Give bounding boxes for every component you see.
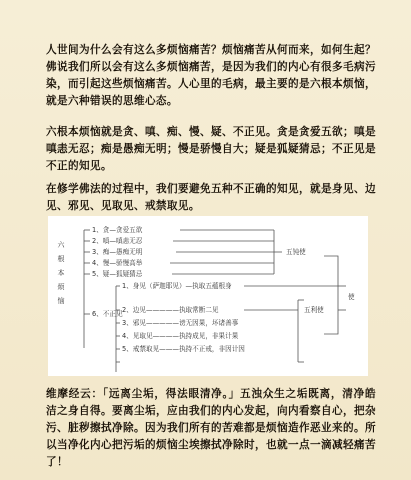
group-label-uses: 使 <box>348 293 355 301</box>
root-char: 本 <box>57 269 65 277</box>
wrong-view-extreme: 2、边见—————执取常断二见 <box>122 306 219 314</box>
affliction-item-doubt: 5、疑—狐疑猜忌 <box>92 270 143 278</box>
affliction-item-greed: 1、贪—贪爱五欲 <box>92 226 143 234</box>
paragraph-origin-of-suffering: 人世间为什么会有这么多烦恼痛苦？烦恼痛苦从何而来，如何生起？佛说我们所以会有这么多烦恼痛苦，是因为我们的内心有很多毛病污染，而引起这些烦恼痛苦。人心里的毛病，最主要的是六根本烦恼，就是六种错误的思维心态。 <box>46 44 376 107</box>
wrong-view-attachment: 4、见取见————执持成见，非果计果 <box>122 332 239 340</box>
affliction-item-ignorance: 3、痴—愚痴无明 <box>92 248 143 256</box>
affliction-item-anger: 2、嗔—嗔恚无忍 <box>92 237 143 245</box>
root-char: 六 <box>57 241 65 249</box>
root-char: 烦 <box>57 283 65 291</box>
paragraph-vimalakirti-sutra: 维摩经云：「远离尘垢，得法眼清净。」五浊众生之垢既离，清净皓洁之身自得。要离尘垢，应由我们的内心发起，向内看察自心，把杂污、脏秽擦拭净除。因为我们所有的苦难都是烦恼造作恶业来的。所以当净化内心把污垢的烦恼尘埃擦拭净除时，也就一点一滴减轻痛苦了！ <box>46 388 376 468</box>
wrong-view-self: 1、身见（萨迦耶见）—执取五蕴根身 <box>122 282 232 290</box>
root-char: 恼 <box>57 297 65 305</box>
wrong-view-precepts: 5、戒禁取见———执持不正戒，非因计因 <box>122 345 245 353</box>
group-label-sharp-uses: 五利使 <box>304 306 324 314</box>
affliction-item-pride: 4、慢—骄慢高举 <box>92 259 143 267</box>
afflictions-diagram <box>48 216 368 376</box>
root-char: 根 <box>57 255 65 263</box>
group-label-dull-uses: 五钝使 <box>286 248 306 256</box>
paragraph-six-root-afflictions: 六根本烦恼就是贪、嗔、痴、慢、疑、不正见。贪是贪爱五欲；嗔是嗔恚无忍；痴是愚痴无明；慢是骄慢自大；疑是狐疑猜忌；不正见是不正的知见。 <box>46 126 376 172</box>
paragraph-five-wrong-views: 在修学佛法的过程中，我们要避免五种不正确的知见，就是身见、边见、邪见、见取见、戒禁取见。 <box>46 183 376 212</box>
root-afflictions-vertical-label <box>56 238 66 308</box>
wrong-view-evil: 3、邪见—————谤无因果，坏诸善事 <box>122 319 239 327</box>
affliction-item-wrong-view: 6、不正见 <box>92 310 123 318</box>
